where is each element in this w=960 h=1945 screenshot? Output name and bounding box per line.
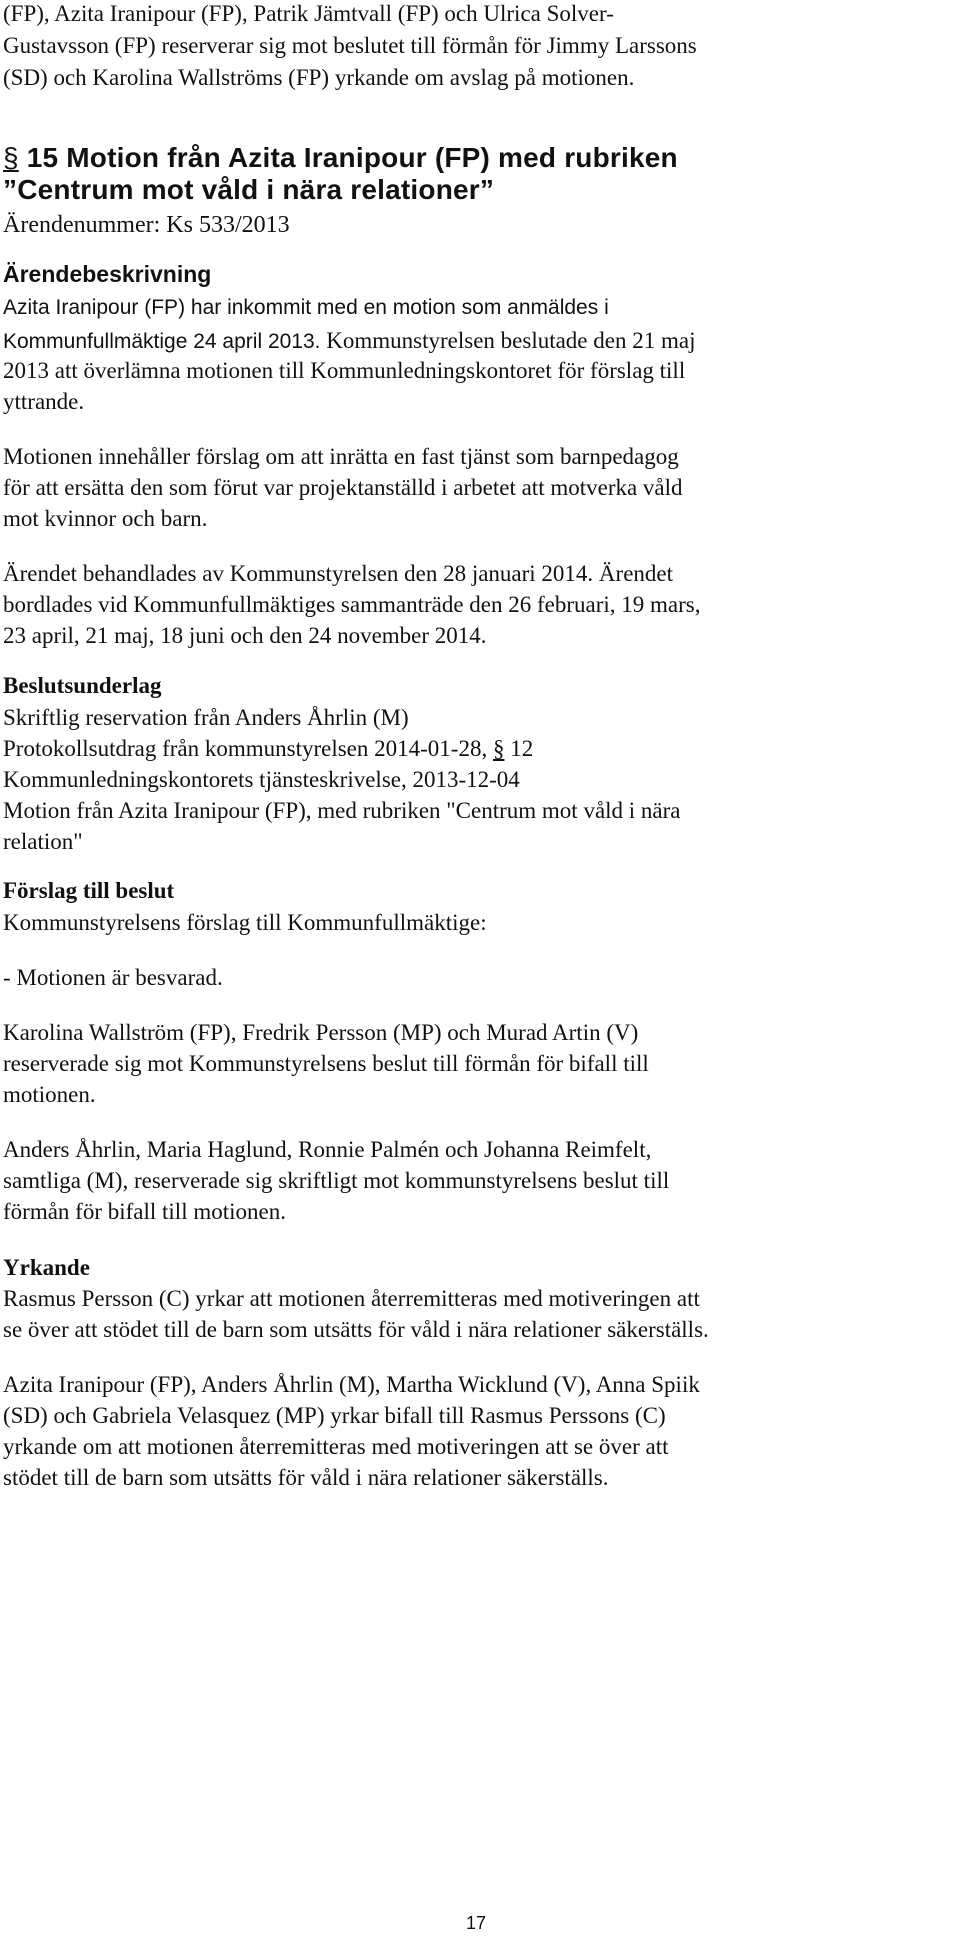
reservation-p1-line-3: motionen.: [3, 1082, 96, 1107]
heading-arendebeskrivning: Ärendebeskrivning: [3, 261, 212, 287]
section-title-line-1: [3, 141, 678, 175]
reservation-p1-line-2: reserverade sig mot Kommunstyrelsens beslut till förmån för bifall till: [3, 1051, 649, 1076]
yrkande-p2-line-3: yrkande om att motionen återremitteras med motiveringen att se över att: [3, 1434, 669, 1459]
paragraph-mark-inline: §: [492, 736, 505, 761]
yrkande-p2-line-4: stödet till de barn som utsätts för våld i nära relationer säkerställs.: [3, 1465, 609, 1490]
forslag-line-1: Kommunstyrelsens förslag till Kommunfullmäktige:: [3, 910, 487, 935]
beslutsunderlag-line-3: Kommunledningskontorets tjänsteskrivelse, 2013-12-04: [3, 767, 520, 792]
heading-forslag-till-beslut: Förslag till beslut: [3, 878, 175, 903]
reservation-p2-line-2: samtliga (M), reserverade sig skriftligt mot kommunstyrelsens beslut till: [3, 1168, 670, 1193]
heading-beslutsunderlag: Beslutsunderlag: [3, 673, 162, 698]
arende-p1-line-4: yttrande.: [3, 389, 85, 414]
section-title-text: 15 Motion från Azita Iranipour (FP) med rubriken: [18, 142, 678, 173]
beslutsunderlag-line-1: Skriftlig reservation från Anders Åhrlin (M): [3, 705, 409, 730]
arende-p2-line-3: mot kvinnor och barn.: [3, 506, 208, 531]
arende-p2-line-2: för att ersätta den som förut var projektanställd i arbetet att motverka våld: [3, 475, 683, 500]
arende-p1-line-2-sans: Kommunfullmäktige 24 april 2013.: [3, 330, 321, 353]
reservation-p2-line-3: förmån för bifall till motionen.: [3, 1199, 286, 1224]
beslutsunderlag-line-4: Motion från Azita Iranipour (FP), med rubriken "Centrum mot våld i nära: [3, 798, 681, 823]
intro-line-1: (FP), Azita Iranipour (FP), Patrik Jämtvall (FP) och Ulrica Solver-: [3, 1, 614, 26]
beslutsunderlag-line-2-suffix: 12: [504, 736, 534, 761]
heading-yrkande: Yrkande: [3, 1255, 90, 1280]
arende-p1-line-2-serif: Kommunstyrelsen beslutade den 21 maj: [320, 328, 696, 353]
beslutsunderlag-line-5: relation": [3, 829, 83, 854]
arende-p3-line-3: 23 april, 21 maj, 18 juni och den 24 november 2014.: [3, 623, 487, 648]
case-number: Ärendenummer: Ks 533/2013: [3, 212, 290, 238]
reservation-p1-line-1: Karolina Wallström (FP), Fredrik Persson (MP) och Murad Artin (V): [3, 1020, 639, 1045]
yrkande-p2-line-2: (SD) och Gabriela Velasquez (MP) yrkar bifall till Rasmus Perssons (C): [3, 1403, 666, 1428]
paragraph-mark: §: [3, 142, 19, 173]
yrkande-p1-line-1: Rasmus Persson (C) yrkar att motionen återremitteras med motiveringen att: [3, 1286, 700, 1311]
section-title-line-2: ”Centrum mot våld i nära relationer”: [3, 174, 495, 205]
yrkande-p2-line-1: Azita Iranipour (FP), Anders Åhrlin (M), Martha Wicklund (V), Anna Spiik: [3, 1372, 700, 1397]
intro-line-3: (SD) och Karolina Wallströms (FP) yrkande om avslag på motionen.: [3, 65, 635, 90]
arende-p2-line-1: Motionen innehåller förslag om att inrätta en fast tjänst som barnpedagog: [3, 444, 679, 469]
arende-p1-line-1: Azita Iranipour (FP) har inkommit med en motion som anmäldes i: [3, 296, 609, 319]
arende-p3-line-2: bordlades vid Kommunfullmäktiges sammanträde den 26 februari, 19 mars,: [3, 592, 701, 617]
page-number: 17: [466, 1913, 487, 1933]
arende-p3-line-1: Ärendet behandlades av Kommunstyrelsen den 28 januari 2014. Ärendet: [3, 561, 673, 586]
arende-p1-line-2: [3, 325, 695, 357]
intro-line-2: Gustavsson (FP) reserverar sig mot beslutet till förmån för Jimmy Larssons: [3, 33, 697, 58]
reservation-p2-line-1: Anders Åhrlin, Maria Haglund, Ronnie Palmén och Johanna Reimfelt,: [3, 1137, 652, 1162]
arende-p1-line-3: 2013 att överlämna motionen till Kommunledningskontoret för förslag till: [3, 358, 686, 383]
yrkande-p1-line-2: se över att stödet till de barn som utsätts för våld i nära relationer säkerställs.: [3, 1317, 709, 1342]
beslutsunderlag-line-2-prefix: Protokollsutdrag från kommunstyrelsen 2014-01-28,: [3, 736, 493, 761]
forslag-line-2: - Motionen är besvarad.: [3, 965, 223, 990]
beslutsunderlag-line-2: [3, 733, 533, 764]
